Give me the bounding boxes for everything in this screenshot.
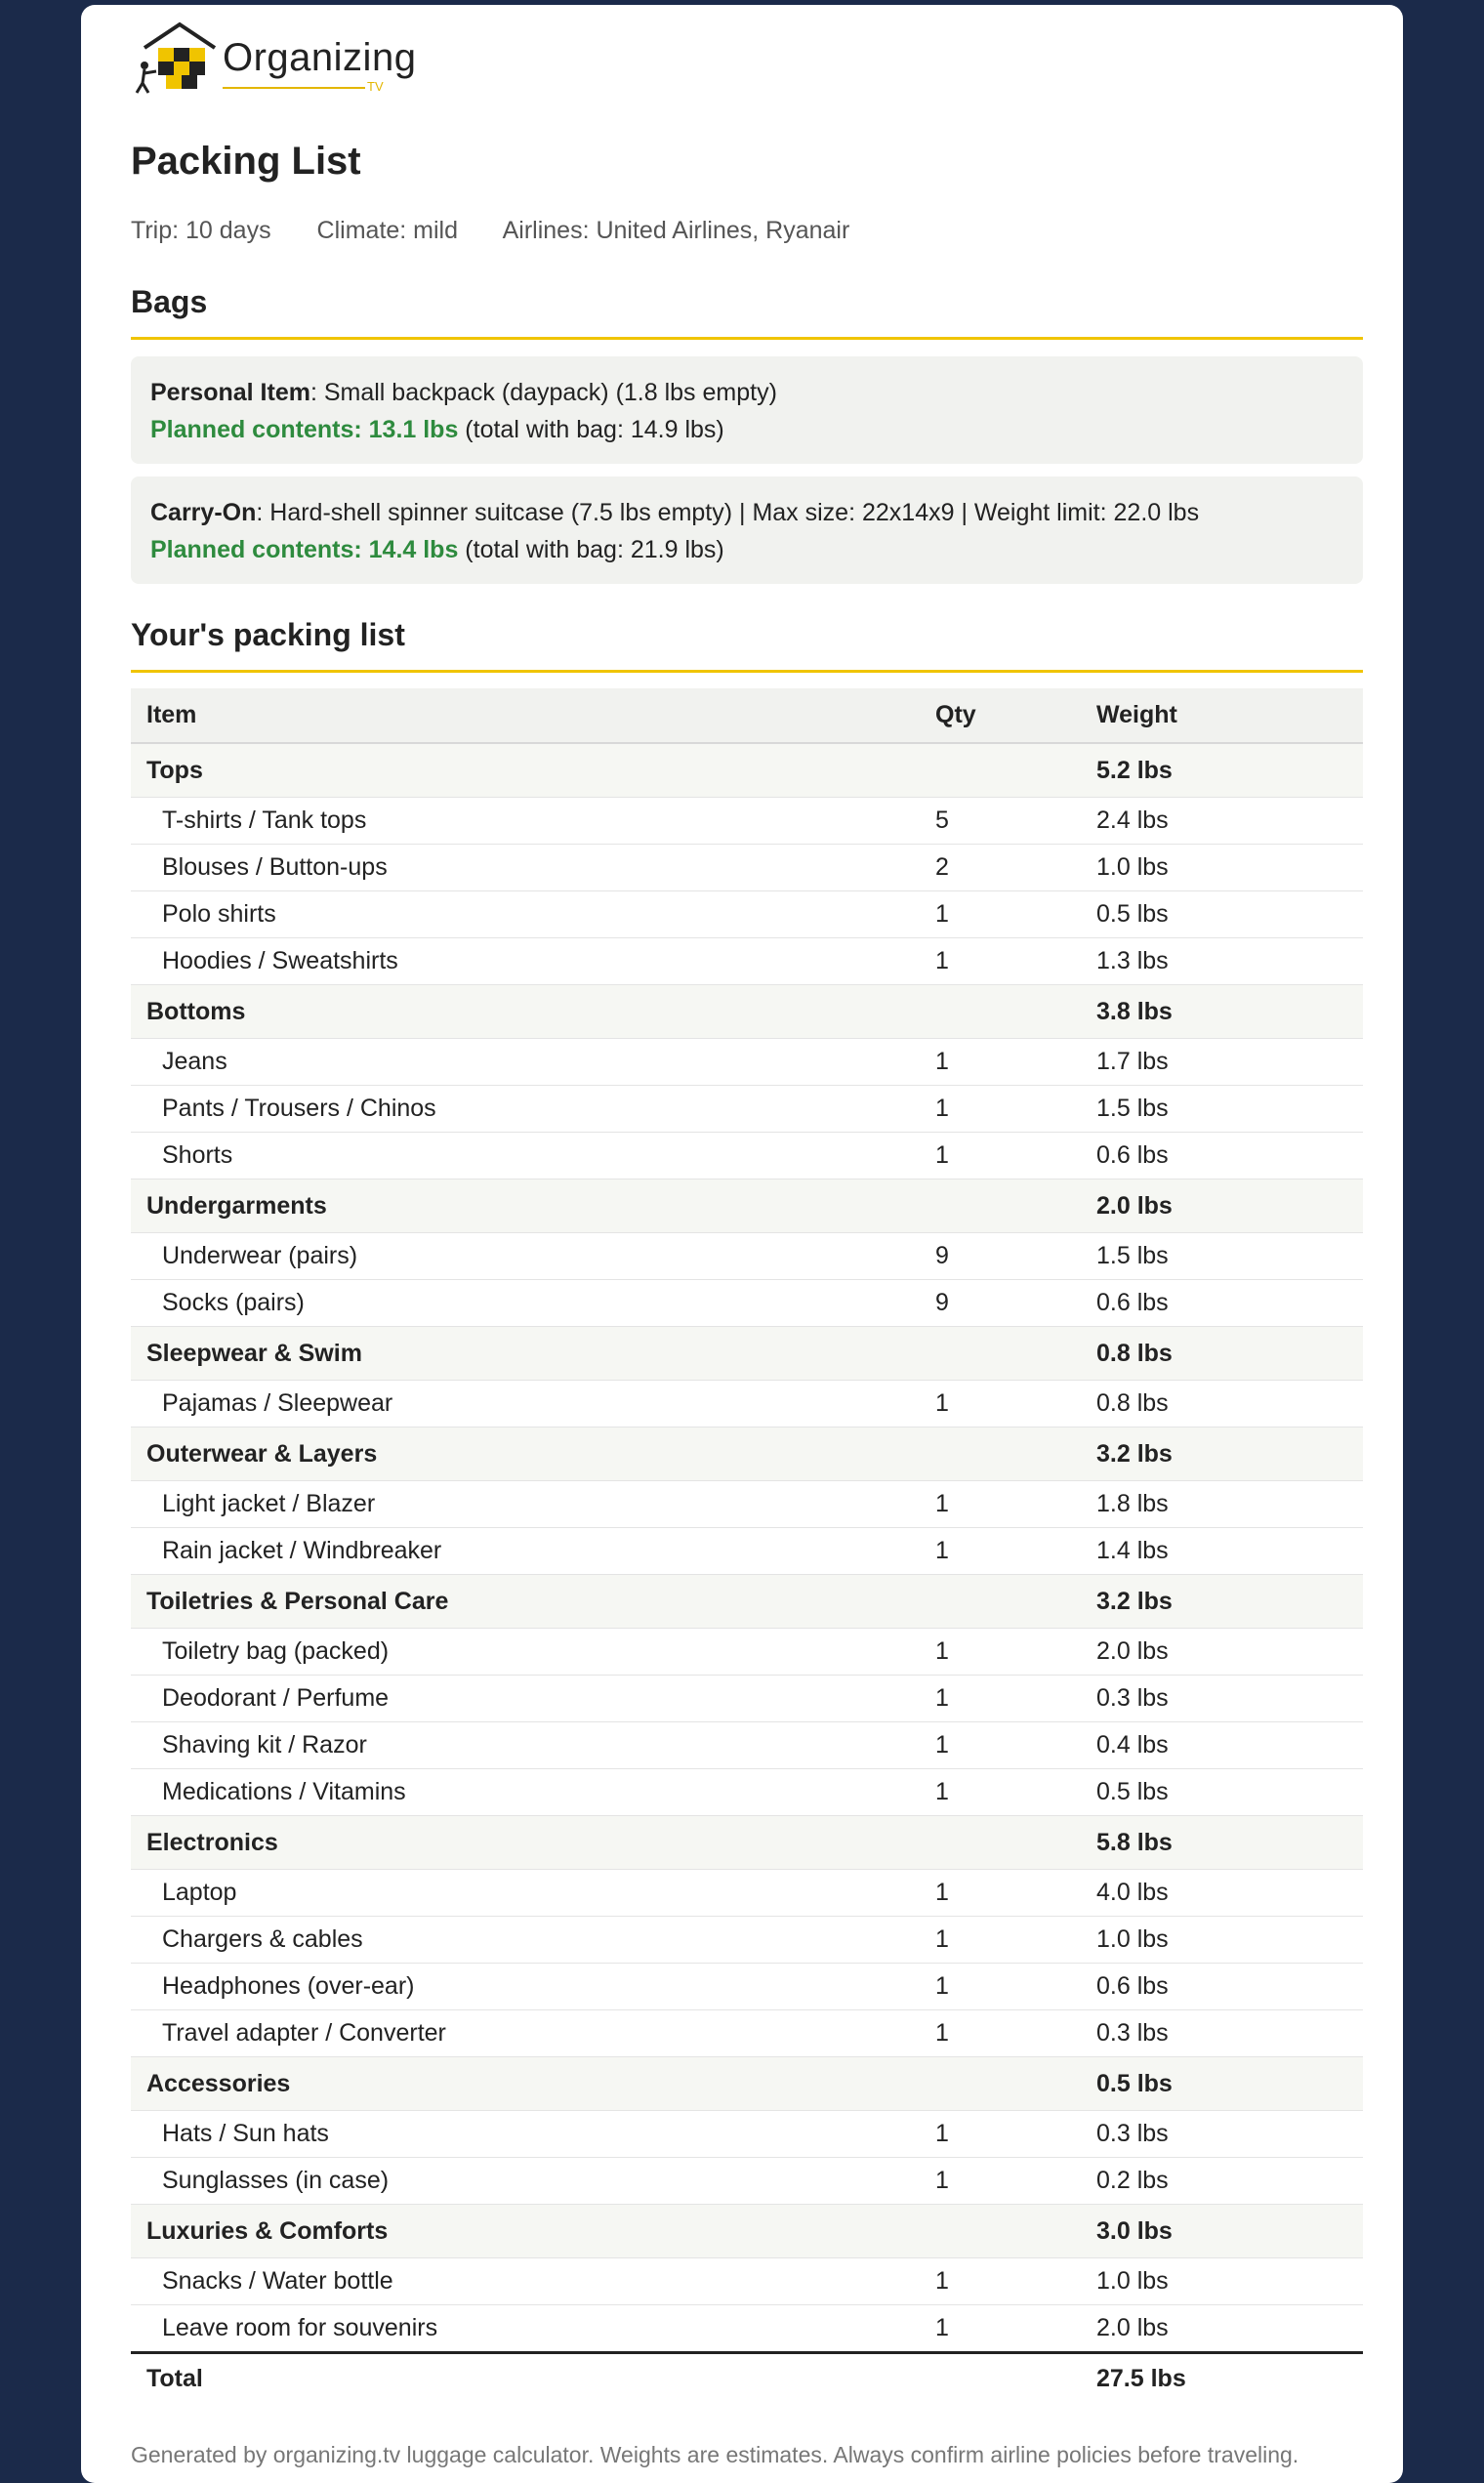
- table-row: [131, 1769, 1363, 1816]
- item-name: Sunglasses (in case): [131, 2158, 920, 2205]
- trip-airlines: Airlines: United Airlines, Ryanair: [502, 217, 850, 244]
- carry-on-bag: [131, 476, 1363, 584]
- item-qty: 1: [920, 1870, 1081, 1917]
- category-row: [131, 2057, 1363, 2111]
- item-qty: 9: [920, 1280, 1081, 1327]
- bags-section-title: Bags: [131, 284, 208, 319]
- packing-list-divider: [131, 670, 1363, 673]
- table-row: [131, 1964, 1363, 2010]
- item-name: Headphones (over-ear): [131, 1964, 920, 2010]
- bag-label: Personal Item: [150, 379, 310, 406]
- item-name: Polo shirts: [131, 891, 920, 938]
- category-weight: 3.2 lbs: [1081, 1575, 1363, 1629]
- item-qty: 1: [920, 891, 1081, 938]
- item-weight: 1.0 lbs: [1081, 2258, 1363, 2305]
- category-row: [131, 985, 1363, 1039]
- table-row: [131, 1722, 1363, 1769]
- item-qty: 1: [920, 1381, 1081, 1428]
- category-weight: 5.2 lbs: [1081, 743, 1363, 798]
- item-name: Socks (pairs): [131, 1280, 920, 1327]
- category-weight: 2.0 lbs: [1081, 1179, 1363, 1233]
- item-qty: 1: [920, 1769, 1081, 1816]
- item-weight: 1.7 lbs: [1081, 1039, 1363, 1086]
- category-qty: [920, 743, 1081, 798]
- item-weight: 1.0 lbs: [1081, 1917, 1363, 1964]
- organizing-tv-logo[interactable]: [131, 19, 424, 97]
- item-weight: 1.8 lbs: [1081, 1481, 1363, 1528]
- item-qty: 1: [920, 2158, 1081, 2205]
- table-row: [131, 938, 1363, 985]
- item-name: Travel adapter / Converter: [131, 2010, 920, 2057]
- category-qty: [920, 2205, 1081, 2258]
- logo-tv-text: TV: [367, 79, 384, 94]
- item-weight: 2.0 lbs: [1081, 2305, 1363, 2353]
- bag-description: : Hard-shell spinner suitcase (7.5 lbs empty) | Max size: 22x14x9 | Weight limit: 22.0 lbs: [256, 499, 1200, 526]
- table-row: [131, 1676, 1363, 1722]
- item-weight: 0.6 lbs: [1081, 1280, 1363, 1327]
- item-name: Hoodies / Sweatshirts: [131, 938, 920, 985]
- table-row: [131, 798, 1363, 845]
- bag-total: (total with bag: 21.9 lbs): [458, 536, 724, 563]
- logo-text: Organizing: [223, 36, 417, 79]
- item-qty: 1: [920, 1481, 1081, 1528]
- item-weight: 0.4 lbs: [1081, 1722, 1363, 1769]
- item-name: Medications / Vitamins: [131, 1769, 920, 1816]
- category-name: Undergarments: [131, 1179, 920, 1233]
- item-weight: 2.4 lbs: [1081, 798, 1363, 845]
- column-header-item: Item: [131, 688, 920, 743]
- category-weight: 3.0 lbs: [1081, 2205, 1363, 2258]
- bag-total: (total with bag: 14.9 lbs): [458, 416, 724, 443]
- item-qty: 1: [920, 2305, 1081, 2353]
- total-row: [131, 2353, 1363, 2404]
- category-row: [131, 1327, 1363, 1381]
- item-weight: 0.3 lbs: [1081, 2010, 1363, 2057]
- house-logo-icon: [131, 19, 223, 97]
- category-weight: 3.2 lbs: [1081, 1428, 1363, 1481]
- item-weight: 4.0 lbs: [1081, 1870, 1363, 1917]
- category-weight: 0.8 lbs: [1081, 1327, 1363, 1381]
- table-row: [131, 845, 1363, 891]
- category-row: [131, 2205, 1363, 2258]
- table-row: [131, 2010, 1363, 2057]
- page-title: Packing List: [131, 140, 361, 183]
- item-qty: 1: [920, 1722, 1081, 1769]
- category-weight: 5.8 lbs: [1081, 1816, 1363, 1870]
- item-name: Hats / Sun hats: [131, 2111, 920, 2158]
- table-row: [131, 1280, 1363, 1327]
- item-name: Blouses / Button-ups: [131, 845, 920, 891]
- total-qty: [920, 2353, 1081, 2404]
- item-qty: 1: [920, 1676, 1081, 1722]
- category-qty: [920, 1816, 1081, 1870]
- bags-divider: [131, 337, 1363, 340]
- item-qty: 1: [920, 1528, 1081, 1575]
- trip-meta: [131, 217, 888, 245]
- table-body: [131, 743, 1363, 2353]
- item-name: T-shirts / Tank tops: [131, 798, 920, 845]
- item-weight: 0.6 lbs: [1081, 1133, 1363, 1179]
- category-name: Outerwear & Layers: [131, 1428, 920, 1481]
- planned-contents: Planned contents: 13.1 lbs: [150, 416, 459, 443]
- table-header-row: [131, 688, 1363, 743]
- category-name: Sleepwear & Swim: [131, 1327, 920, 1381]
- bag-description: : Small backpack (daypack) (1.8 lbs empty): [309, 379, 777, 406]
- item-weight: 1.5 lbs: [1081, 1086, 1363, 1133]
- personal-item-bag: [131, 356, 1363, 464]
- item-weight: 0.8 lbs: [1081, 1381, 1363, 1428]
- item-name: Toiletry bag (packed): [131, 1629, 920, 1676]
- footer-note: Generated by organizing.tv luggage calculator. Weights are estimates. Always confirm airline policies before traveling.: [131, 2442, 1299, 2467]
- table-row: [131, 2111, 1363, 2158]
- category-name: Bottoms: [131, 985, 920, 1039]
- item-name: Deodorant / Perfume: [131, 1676, 920, 1722]
- item-name: Leave room for souvenirs: [131, 2305, 920, 2353]
- table-row: [131, 1233, 1363, 1280]
- table-row: [131, 1481, 1363, 1528]
- table-row: [131, 1381, 1363, 1428]
- item-qty: 1: [920, 1086, 1081, 1133]
- category-row: [131, 1179, 1363, 1233]
- item-qty: 1: [920, 2010, 1081, 2057]
- total-label: Total: [131, 2353, 920, 2404]
- category-name: Electronics: [131, 1816, 920, 1870]
- item-qty: 1: [920, 2258, 1081, 2305]
- table-row: [131, 2158, 1363, 2205]
- item-qty: 1: [920, 1629, 1081, 1676]
- item-qty: 2: [920, 845, 1081, 891]
- category-name: Toiletries & Personal Care: [131, 1575, 920, 1629]
- item-weight: 1.5 lbs: [1081, 1233, 1363, 1280]
- table-row: [131, 2305, 1363, 2353]
- bag-label: Carry-On: [150, 499, 257, 526]
- item-name: Shorts: [131, 1133, 920, 1179]
- packing-table: [131, 688, 1363, 2403]
- item-name: Rain jacket / Windbreaker: [131, 1528, 920, 1575]
- category-qty: [920, 985, 1081, 1039]
- table-row: [131, 1528, 1363, 1575]
- item-weight: 1.0 lbs: [1081, 845, 1363, 891]
- item-weight: 0.3 lbs: [1081, 2111, 1363, 2158]
- item-qty: 1: [920, 1917, 1081, 1964]
- packing-list-title: Your's packing list: [131, 617, 405, 652]
- category-weight: 0.5 lbs: [1081, 2057, 1363, 2111]
- item-weight: 0.2 lbs: [1081, 2158, 1363, 2205]
- category-weight: 3.8 lbs: [1081, 985, 1363, 1039]
- table-row: [131, 891, 1363, 938]
- category-name: Accessories: [131, 2057, 920, 2111]
- item-weight: 1.4 lbs: [1081, 1528, 1363, 1575]
- category-name: Tops: [131, 743, 920, 798]
- table-row: [131, 1870, 1363, 1917]
- item-name: Shaving kit / Razor: [131, 1722, 920, 1769]
- category-row: [131, 743, 1363, 798]
- table-row: [131, 1629, 1363, 1676]
- item-qty: 5: [920, 798, 1081, 845]
- category-qty: [920, 1428, 1081, 1481]
- item-qty: 1: [920, 2111, 1081, 2158]
- category-qty: [920, 1575, 1081, 1629]
- item-name: Light jacket / Blazer: [131, 1481, 920, 1528]
- item-name: Snacks / Water bottle: [131, 2258, 920, 2305]
- table-row: [131, 1133, 1363, 1179]
- packing-list-card: [81, 5, 1403, 2483]
- item-name: Pants / Trousers / Chinos: [131, 1086, 920, 1133]
- item-weight: 0.5 lbs: [1081, 891, 1363, 938]
- item-weight: 1.3 lbs: [1081, 938, 1363, 985]
- item-weight: 2.0 lbs: [1081, 1629, 1363, 1676]
- item-weight: 0.6 lbs: [1081, 1964, 1363, 2010]
- planned-contents: Planned contents: 14.4 lbs: [150, 536, 459, 563]
- table-row: [131, 2258, 1363, 2305]
- item-name: Pajamas / Sleepwear: [131, 1381, 920, 1428]
- category-name: Luxuries & Comforts: [131, 2205, 920, 2258]
- table-row: [131, 1039, 1363, 1086]
- category-row: [131, 1575, 1363, 1629]
- category-qty: [920, 2057, 1081, 2111]
- category-row: [131, 1428, 1363, 1481]
- item-name: Chargers & cables: [131, 1917, 920, 1964]
- logo-underline: [223, 87, 365, 89]
- category-qty: [920, 1179, 1081, 1233]
- item-name: Jeans: [131, 1039, 920, 1086]
- item-name: Laptop: [131, 1870, 920, 1917]
- trip-climate: Climate: mild: [316, 217, 459, 244]
- total-weight: 27.5 lbs: [1081, 2353, 1363, 2404]
- item-qty: 1: [920, 1133, 1081, 1179]
- item-qty: 9: [920, 1233, 1081, 1280]
- column-header-qty: Qty: [920, 688, 1081, 743]
- item-weight: 0.3 lbs: [1081, 1676, 1363, 1722]
- table-row: [131, 1086, 1363, 1133]
- column-header-weight: Weight: [1081, 688, 1363, 743]
- item-qty: 1: [920, 938, 1081, 985]
- table-row: [131, 1917, 1363, 1964]
- category-qty: [920, 1327, 1081, 1381]
- category-row: [131, 1816, 1363, 1870]
- item-weight: 0.5 lbs: [1081, 1769, 1363, 1816]
- trip-duration: Trip: 10 days: [131, 217, 271, 244]
- item-name: Underwear (pairs): [131, 1233, 920, 1280]
- item-qty: 1: [920, 1039, 1081, 1086]
- item-qty: 1: [920, 1964, 1081, 2010]
